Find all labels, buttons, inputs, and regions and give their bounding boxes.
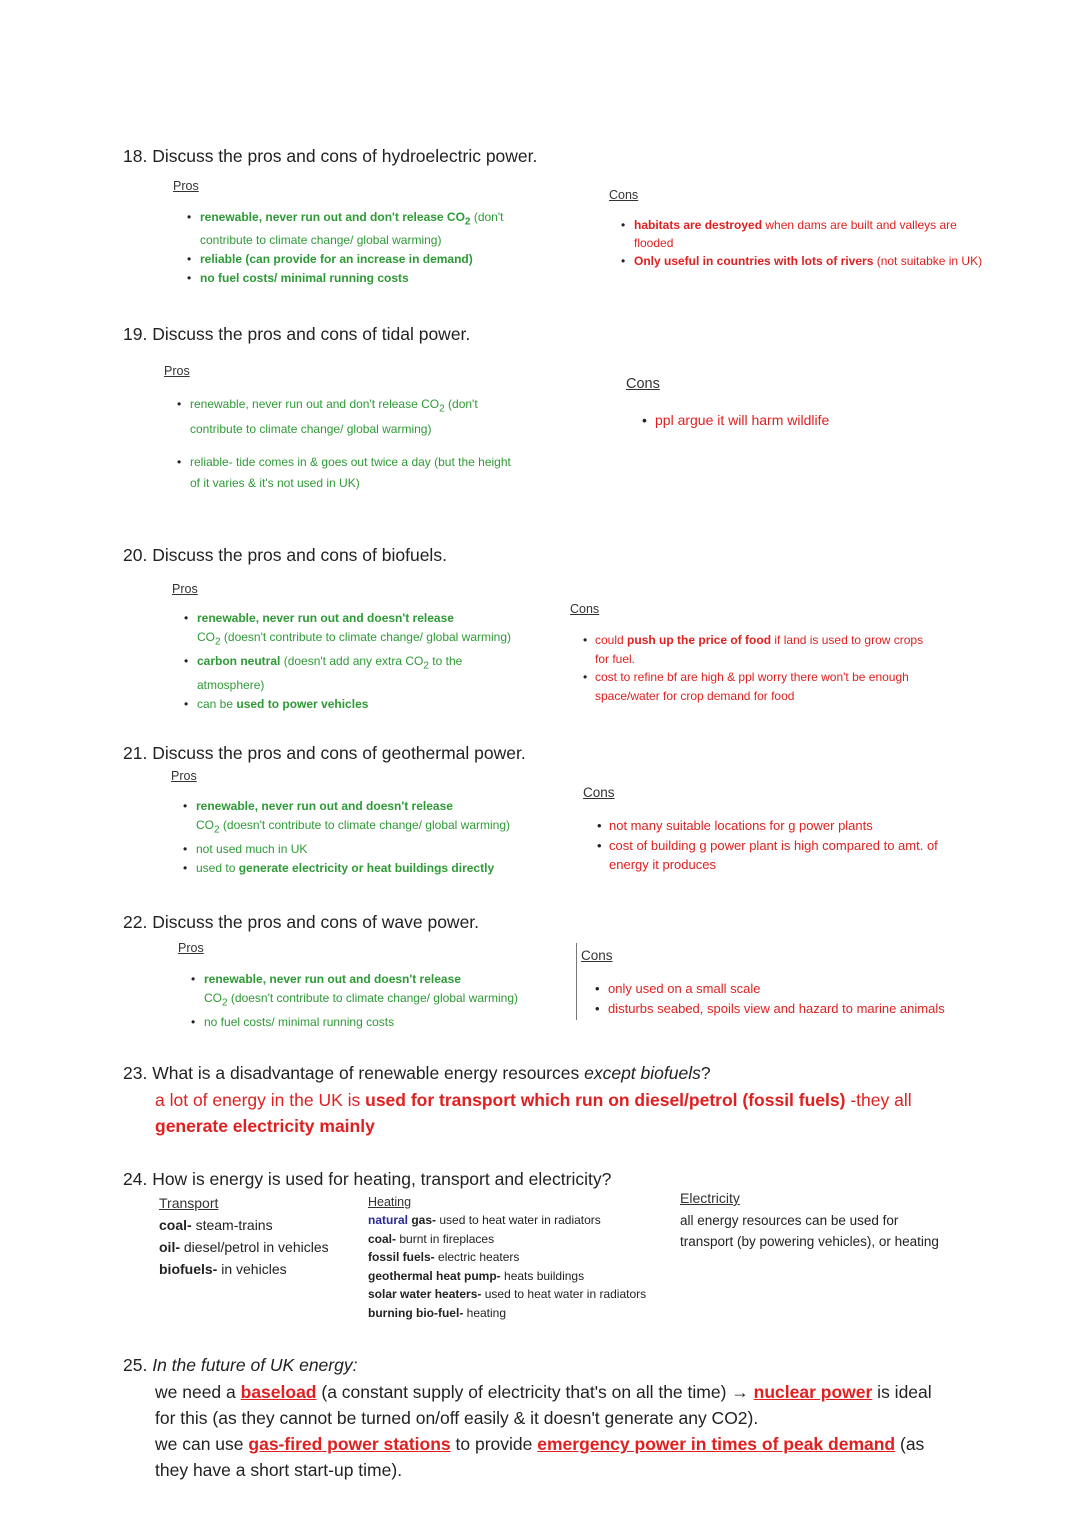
list-item: • not many suitable locations for g power plants: [597, 818, 873, 833]
q23-answer: a lot of energy in the UK is used for transport which run on diesel/petrol (fossil fuels) -they all generate electricity mainly: [155, 1090, 912, 1136]
list-item: • habitats are destroyed when dams are built and valleys are: [621, 216, 982, 234]
question-22-title: 22. Discuss the pros and cons of wave power.: [123, 912, 480, 932]
list-item: • could push up the price of food if land is used to grow crops for fuel.: [583, 633, 924, 666]
q20-cons-list: [583, 631, 923, 705]
q19-cons-label: Cons: [626, 376, 660, 392]
q19-pros-list: [177, 394, 511, 494]
q22-cons-label: Cons: [581, 948, 613, 963]
q22-pros-list: [191, 970, 518, 1032]
q22-cons-list: [595, 979, 945, 1019]
list-item: • used to generate electricity or heat buildings directly: [183, 861, 495, 876]
q21-cons-list: [597, 816, 938, 875]
q19-pros-label: Pros: [164, 364, 190, 378]
list-item: • renewable, never run out and doesn't release $CO_2$ (doesn't contribute to climate change/ global warming): [191, 972, 519, 1009]
question-23-title: 23. What is a disadvantage of renewable energy resources except biofuels?: [123, 1063, 711, 1083]
question-24-title: 24. How is energy is used for heating, transport and electricity?: [123, 1169, 612, 1189]
q18-cons-label: Cons: [609, 188, 639, 202]
list-item: coal- steam-trains: [159, 1217, 273, 1233]
list-item: • renewable, never run out and don't release $CO_2$ (don't contribute to climate change/ global warming): [177, 397, 478, 437]
list-item: fossil fuels- electric heaters: [368, 1250, 520, 1264]
q24-heating-list: [368, 1211, 646, 1322]
question-19-title: 19. Discuss the pros and cons of tidal power.: [123, 324, 471, 344]
list-item: • no fuel costs/ minimal running costs: [187, 269, 503, 288]
list-item: • cost of building g power plant is high compared to amt. of energy it produces: [597, 837, 938, 872]
list-item: contribute to climate change/ global warming): [200, 233, 442, 248]
list-item: coal- burnt in fireplaces: [368, 1231, 495, 1246]
q20-pros-list: [184, 609, 511, 714]
list-item: • can be used to power vehicles: [184, 696, 369, 711]
list-item: burning bio-fuel- heating: [368, 1305, 507, 1320]
q21-pros-list: [183, 797, 510, 878]
q18-pros-list: [187, 208, 503, 288]
divider: [576, 943, 577, 1020]
q25-answer: we need a baseload (a constant supply of electricity that's on all the time) → nuclear power is ideal for this (as they cannot be turned on/off easily & it doesn't generate any CO2). we can use gas-fired power stations to provide emergency power in times of peak demand (as they have a short start-up time).: [155, 1382, 932, 1480]
q20-cons-label: Cons: [570, 602, 600, 616]
list-item: • not used much in UK: [183, 842, 308, 857]
q21-cons-label: Cons: [583, 785, 615, 800]
q20-pros-label: Pros: [172, 582, 198, 596]
list-item: • renewable, never run out and doesn't release $CO_2$ (doesn't contribute to climate change/ global warming): [184, 611, 512, 648]
list-item: • disturbs seabed, spoils view and hazard to marine animals: [595, 999, 945, 1019]
list-item: • Only useful in countries with lots of rivers (not suitabke in UK): [621, 252, 982, 270]
question-20-title: 20. Discuss the pros and cons of biofuels.: [123, 545, 447, 565]
q21-pros-label: Pros: [171, 769, 197, 783]
list-item: solar water heaters- used to heat water in radiators: [368, 1287, 647, 1301]
q18-pros-label: Pros: [173, 179, 199, 193]
list-item: • renewable, never run out and don't release $CO_2$ (don't: [187, 208, 503, 231]
list-item: oil- diesel/petrol in vehicles: [159, 1239, 329, 1255]
question-25-title: 25. In the future of UK energy:: [123, 1355, 358, 1375]
q19-cons-list: [642, 412, 829, 428]
q24-heating-label: Heating: [368, 1195, 412, 1209]
list-item: • reliable- tide comes in & goes out twice a day (but the height of it varies & it's not used in UK): [177, 455, 511, 491]
q24-electricity-label: Electricity: [680, 1190, 740, 1206]
list-item: geothermal heat pump- heats buildings: [368, 1268, 585, 1283]
list-item: • carbon neutral (doesn't add any extra $CO_2$ to the atmosphere): [184, 654, 463, 692]
question-18-title: 18. Discuss the pros and cons of hydroelectric power.: [123, 146, 538, 166]
q24-transport-label: Transport: [159, 1195, 219, 1211]
list-item: flooded: [634, 236, 674, 250]
q24-transport-list: [159, 1214, 329, 1280]
q22-pros-label: Pros: [178, 941, 204, 955]
list-item: • cost to refine bf are high & ppl worry there won't be enough space/water for crop demand for food: [583, 670, 909, 703]
list-item: • no fuel costs/ minimal running costs: [191, 1015, 395, 1030]
question-21-title: 21. Discuss the pros and cons of geothermal power.: [123, 743, 526, 763]
q18-cons-list: [621, 216, 982, 270]
list-item: • reliable (can provide for an increase in demand): [187, 250, 503, 269]
q24-electricity-text: all energy resources can be used for transport (by powering vehicles), or heating: [680, 1213, 939, 1249]
list-item: biofuels- in vehicles: [159, 1261, 287, 1277]
list-item: • only used on a small scale: [595, 979, 945, 999]
list-item: natural gas- used to heat water in radiators: [368, 1213, 601, 1227]
list-item: • ppl argue it will harm wildlife: [642, 412, 829, 428]
list-item: • renewable, never run out and doesn't release $CO_2$ (doesn't contribute to climate change/ global warming): [183, 799, 511, 836]
